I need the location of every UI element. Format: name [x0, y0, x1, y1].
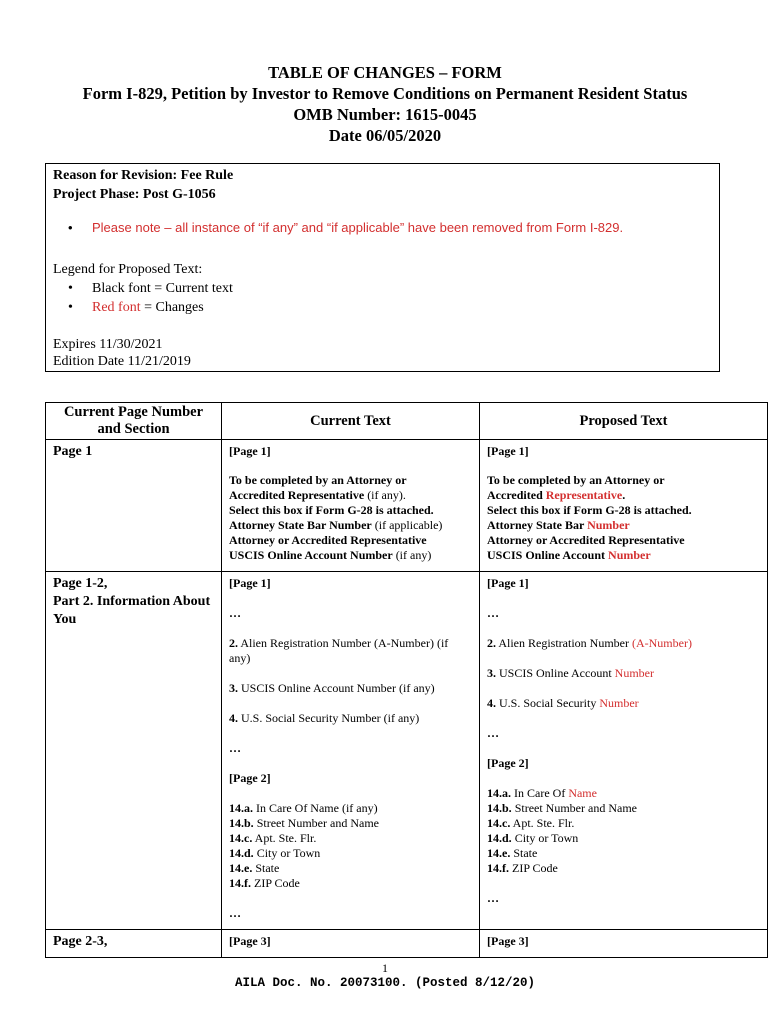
column-header-section: Current Page Number and Section — [46, 403, 222, 440]
bullet-icon: • — [68, 220, 73, 235]
ellipsis: … — [229, 741, 241, 755]
item-line: 3. USCIS Online Account Number (if any) — [229, 681, 435, 695]
legend-item-black — [53, 279, 233, 298]
page-ref: [Page 1] — [229, 576, 271, 590]
item-line: 4. U.S. Social Security Number — [487, 696, 639, 710]
ellipsis: … — [487, 606, 499, 620]
item-line: 4. U.S. Social Security Number (if any) — [229, 711, 420, 725]
legend-black-label: Black font — [92, 281, 151, 296]
item-line: 14.d. City or Town — [229, 846, 321, 860]
text-line: To be completed by an Attorney or — [487, 473, 665, 487]
text-line: Select this box if Form G-28 is attached. — [487, 503, 692, 517]
item-line: 14.a. In Care Of Name (if any) — [229, 801, 378, 815]
item-line: 14.f. ZIP Code — [229, 876, 300, 890]
document-header — [0, 62, 770, 146]
revision-info-box — [45, 163, 720, 372]
item-line: 3. USCIS Online Account Number — [487, 666, 654, 680]
current-text-cell — [222, 440, 480, 572]
text-line: USCIS Online Account Number — [487, 548, 651, 562]
ellipsis: … — [487, 891, 499, 905]
doc-title: TABLE OF CHANGES – FORM — [268, 63, 502, 82]
page-ref: [Page 2] — [487, 756, 529, 770]
text-line: Select this box if Form G-28 is attached. — [229, 503, 434, 517]
text-line: USCIS Online Account Number (if any) — [229, 548, 432, 562]
column-header-proposed: Proposed Text — [480, 403, 768, 440]
legend-red-label: Red font — [92, 300, 141, 315]
text-line: Attorney State Bar Number — [487, 518, 630, 532]
proposed-text-cell — [480, 440, 768, 572]
page-ref: [Page 1] — [229, 444, 271, 458]
expires-date: Expires 11/30/2021 — [53, 337, 163, 352]
text-line: Accredited Representative. — [487, 488, 626, 502]
table-row — [46, 440, 768, 572]
page-ref: [Page 3] — [229, 934, 271, 948]
bullet-icon: • — [68, 300, 73, 315]
section-cell: Page 2-3, — [46, 930, 222, 958]
text-line: Attorney State Bar Number (if applicable) — [229, 518, 443, 532]
legend-red-desc: = Changes — [140, 300, 204, 315]
removal-note — [68, 220, 623, 235]
legend-item-red — [53, 298, 233, 317]
page-footer — [0, 961, 770, 991]
item-line: 2. Alien Registration Number (A-Number) (if any) — [229, 636, 449, 665]
item-line: 2. Alien Registration Number (A-Number) — [487, 636, 692, 650]
doc-date: Date 06/05/2020 — [328, 126, 442, 145]
legend — [53, 260, 233, 317]
page-ref: [Page 1] — [487, 576, 529, 590]
section-cell: Page 1 — [46, 440, 222, 572]
omb-number: OMB Number: 1615-0045 — [293, 105, 477, 124]
item-line: 14.a. In Care Of Name — [487, 786, 597, 800]
project-phase: Project Phase: Post G-1056 — [53, 187, 216, 202]
current-text-cell — [222, 930, 480, 958]
legend-title: Legend for Proposed Text: — [53, 262, 203, 277]
ellipsis: … — [487, 726, 499, 740]
reason-for-revision: Reason for Revision: Fee Rule — [53, 168, 234, 183]
text-line: Attorney or Accredited Representative — [229, 533, 427, 547]
item-line: 14.c. Apt. Ste. Flr. — [229, 831, 317, 845]
aila-doc-number: AILA Doc. No. 20073100. (Posted 8/12/20) — [234, 976, 536, 990]
table-row — [46, 930, 768, 958]
item-line: 14.b. Street Number and Name — [229, 816, 379, 830]
bullet-icon: • — [68, 281, 73, 296]
column-header-current: Current Text — [222, 403, 480, 440]
ellipsis: … — [229, 606, 241, 620]
edition-date: Edition Date 11/21/2019 — [53, 354, 191, 369]
table-header-row — [46, 403, 768, 440]
ellipsis: … — [229, 906, 241, 920]
item-line: 14.d. City or Town — [487, 831, 579, 845]
page-ref: [Page 1] — [487, 444, 529, 458]
edition-info — [53, 336, 191, 370]
item-line: 14.c. Apt. Ste. Flr. — [487, 816, 575, 830]
section-cell: Page 1-2, Part 2. Information About You — [46, 572, 222, 930]
current-text-cell — [222, 572, 480, 930]
table-row — [46, 572, 768, 930]
changes-table — [45, 402, 768, 958]
proposed-text-cell — [480, 930, 768, 958]
text-line: To be completed by an Attorney or — [229, 473, 407, 487]
item-line: 14.e. State — [229, 861, 280, 875]
page-number: 1 — [382, 961, 388, 975]
item-line: 14.b. Street Number and Name — [487, 801, 637, 815]
form-title: Form I-829, Petition by Investor to Remove Conditions on Permanent Resident Status — [82, 84, 688, 103]
legend-black-desc: = Current text — [150, 281, 233, 296]
proposed-text-cell — [480, 572, 768, 930]
item-line: 14.e. State — [487, 846, 538, 860]
item-line: 14.f. ZIP Code — [487, 861, 558, 875]
text-line: Accredited Representative (if any). — [229, 488, 406, 502]
text-line: Attorney or Accredited Representative — [487, 533, 685, 547]
page-ref: [Page 2] — [229, 771, 271, 785]
page-ref: [Page 3] — [487, 934, 529, 948]
removal-note-text: Please note – all instance of “if any” and “if applicable” have been removed from Form I-829. — [92, 220, 624, 235]
